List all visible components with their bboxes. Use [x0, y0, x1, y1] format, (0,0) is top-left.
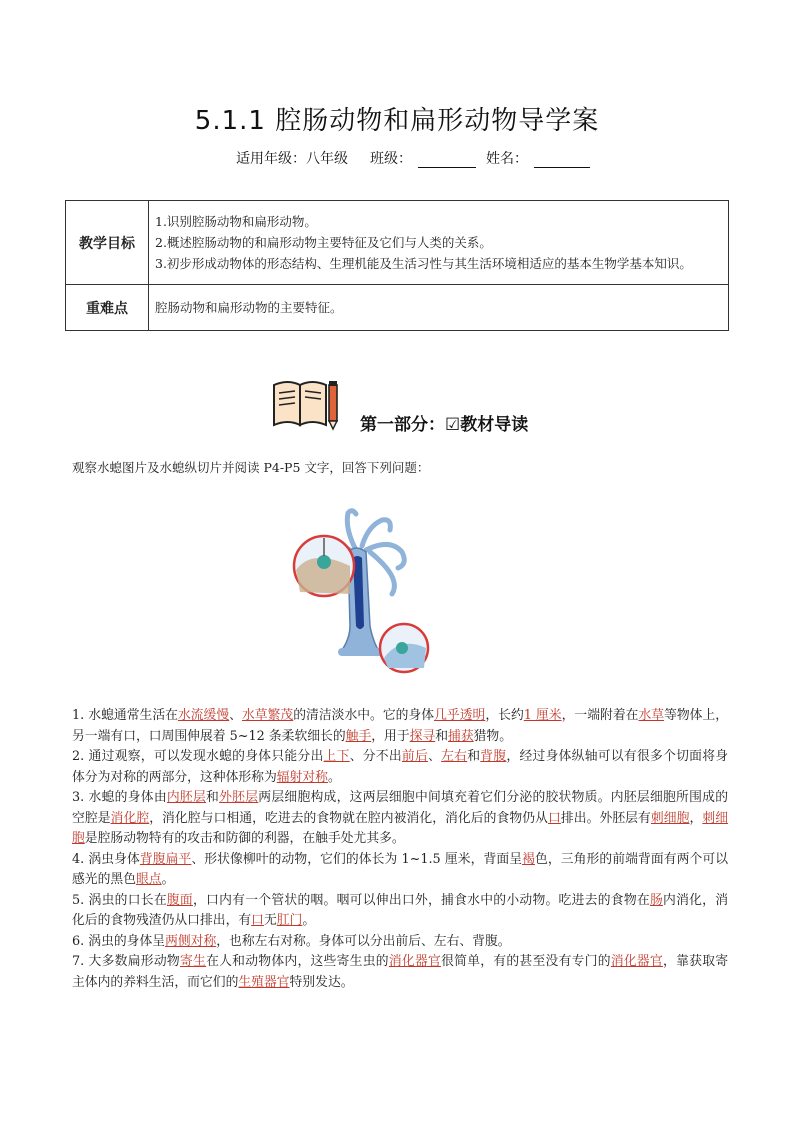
- question-text: ，长约: [485, 708, 524, 723]
- question-text: 、形状像柳叶的动物，它们的体长为 1~1.5 厘米，背面呈: [191, 851, 523, 867]
- question-item: [72, 932, 728, 953]
- question-text: ，也称左右对称。身体可以分出前后、左右、背腹。: [216, 933, 511, 949]
- name-blank[interactable]: [534, 151, 590, 168]
- question-text: 3. 水螅的身体由: [72, 790, 167, 805]
- section-header: [270, 370, 528, 435]
- answer-blank: 口: [547, 810, 561, 826]
- class-blank[interactable]: [418, 151, 476, 168]
- question-text: 是腔肠动物特有的攻击和防御的利器，在触手处尤其多。: [84, 831, 405, 846]
- answer-blank: 外胚层: [219, 790, 259, 805]
- answer-blank: 生殖器官: [238, 974, 290, 990]
- question-item: [72, 706, 728, 747]
- question-text: 、: [229, 708, 242, 723]
- question-text: ，靠获取寄主体内的养料生活，而它们的: [72, 954, 729, 990]
- question-text: ，一端附着在: [561, 708, 639, 723]
- answer-blank: 消化器官: [388, 954, 442, 969]
- answer-blank: 消化腔: [110, 810, 150, 826]
- question-text: ，口内有一个管状的咽。咽可以伸出口外，捕食水中的小动物。吃进去的食物在: [193, 892, 650, 908]
- question-text: 和: [206, 790, 220, 805]
- class-label: 班级：: [370, 151, 412, 167]
- goal-line: 1.识别腔肠动物和扁形动物。: [155, 214, 317, 229]
- question-item: [72, 747, 728, 788]
- intro-text: 观察水螅图片及水螅纵切片并阅读 P4-P5 文字，回答下列问题：: [72, 460, 430, 475]
- question-text: 5. 涡虫的口长在: [72, 892, 167, 908]
- question-item: [72, 952, 728, 993]
- answer-blank: 消化器官: [610, 954, 664, 969]
- answer-blank: 水流缓慢: [177, 708, 230, 723]
- question-item: [72, 850, 728, 891]
- question-text: 的清洁淡水中。它的身体: [293, 708, 435, 723]
- answer-blank: 口: [251, 913, 264, 928]
- question-item: [72, 891, 728, 932]
- goals-head: 教学目标: [66, 201, 149, 285]
- answer-blank: 刺细胞: [650, 810, 690, 826]
- answer-blank: 寄生: [179, 954, 207, 969]
- answer-blank: 背腹: [480, 749, 507, 764]
- answer-blank: 前后: [401, 749, 429, 764]
- question-text: 在人和动物体内，这些寄生虫的: [206, 954, 389, 969]
- question-text: 1. 水螅通常生活在: [72, 708, 178, 723]
- question-text: 猎物。: [473, 728, 512, 744]
- question-text: 等物体上，另一端有口，口周围伸展着 5~12 条柔软细长的: [72, 708, 729, 744]
- hydra-illustration: [290, 508, 440, 674]
- question-text: 。: [161, 872, 175, 887]
- keypoints-head: 重难点: [66, 285, 149, 331]
- page-title: 5.1.1 腔肠动物和扁形动物导学案: [194, 106, 600, 136]
- question-text: 6. 涡虫的身体呈: [72, 933, 166, 949]
- question-text: 、分不出: [349, 749, 402, 764]
- meta-line: [236, 148, 590, 168]
- question-text: ，消化腔与口相通，吃进去的食物就在腔内被消化，消化后的食物仍从: [149, 810, 548, 826]
- answer-blank: 触手: [345, 728, 372, 744]
- keypoints-body: 腔肠动物和扁形动物的主要特征。: [149, 285, 729, 331]
- answer-blank: 水草繁茂: [241, 708, 294, 723]
- goal-line: 2.概述腔肠动物的和扁形动物主要特征及它们与人类的关系。: [155, 235, 492, 250]
- answer-blank: 两侧对称: [165, 933, 217, 949]
- section-title: 第一部分：☑教材导读: [360, 415, 529, 435]
- answer-blank: 上下: [323, 749, 350, 764]
- answer-blank: 探寻: [409, 728, 436, 744]
- book-pencil-icon: [270, 375, 342, 431]
- name-label: 姓名：: [486, 151, 528, 167]
- question-text: 、: [428, 749, 442, 764]
- goals-table: [65, 200, 729, 331]
- question-text: 很简单，有的甚至没有专门的: [441, 954, 611, 969]
- answer-blank: 眼点: [135, 872, 162, 887]
- question-text: ，: [689, 810, 703, 826]
- answer-blank: 左右: [441, 749, 468, 764]
- answer-blank: 背腹扁平: [139, 851, 192, 867]
- question-text: ，用于: [371, 728, 410, 744]
- answer-blank: 肛门: [276, 913, 303, 928]
- goal-line: 3.初步形成动物体的形态结构、生理机能及生活习性与其生活环境相适应的基本生物学基本知识。: [155, 256, 692, 271]
- question-text: 2. 通过观察，可以发现水螅的身体只能分出: [72, 749, 324, 764]
- goals-body: [149, 201, 729, 285]
- answer-blank: 辐射对称: [276, 769, 328, 785]
- grade-label: 适用年级：八年级: [236, 151, 348, 167]
- reading-questions: [72, 706, 728, 993]
- question-text: ，经过身体纵轴可以有很多个切面将身体分为对称的两部分，这种体形称为: [72, 749, 729, 785]
- answer-blank: 内胚层: [166, 790, 207, 805]
- question-text: 。: [327, 769, 341, 785]
- answer-blank: 腹面: [166, 892, 193, 908]
- question-text: 特别发达。: [289, 974, 354, 990]
- question-text: 4. 涡虫身体: [72, 851, 140, 867]
- question-text: 内消化，消化后的食物残渣仍从口排出，有: [72, 892, 729, 928]
- question-text: 。: [302, 913, 316, 928]
- answer-blank: 捕获: [448, 728, 474, 744]
- question-text: 两层细胞构成，这两层细胞中间填充着它们分泌的胶状物质。内胚层细胞所围成的空腔是: [72, 790, 729, 826]
- question-text: 7. 大多数扁形动物: [72, 954, 180, 969]
- answer-blank: 褐: [522, 851, 535, 867]
- question-text: 和: [435, 728, 449, 744]
- question-text: 和: [467, 749, 481, 764]
- question-text: 排出。外胚层有: [560, 810, 651, 826]
- answer-blank: 刺细胞: [72, 810, 729, 846]
- question-item: [72, 788, 728, 850]
- answer-blank: 几乎透明: [434, 708, 486, 723]
- answer-blank: 1 厘米: [523, 708, 562, 723]
- answer-blank: 肠: [649, 892, 664, 908]
- answer-blank: 水草: [638, 708, 665, 723]
- question-text: 色，三角形的前端背面有两个可以感光的黑色: [72, 851, 729, 887]
- question-text: 无: [263, 913, 277, 928]
